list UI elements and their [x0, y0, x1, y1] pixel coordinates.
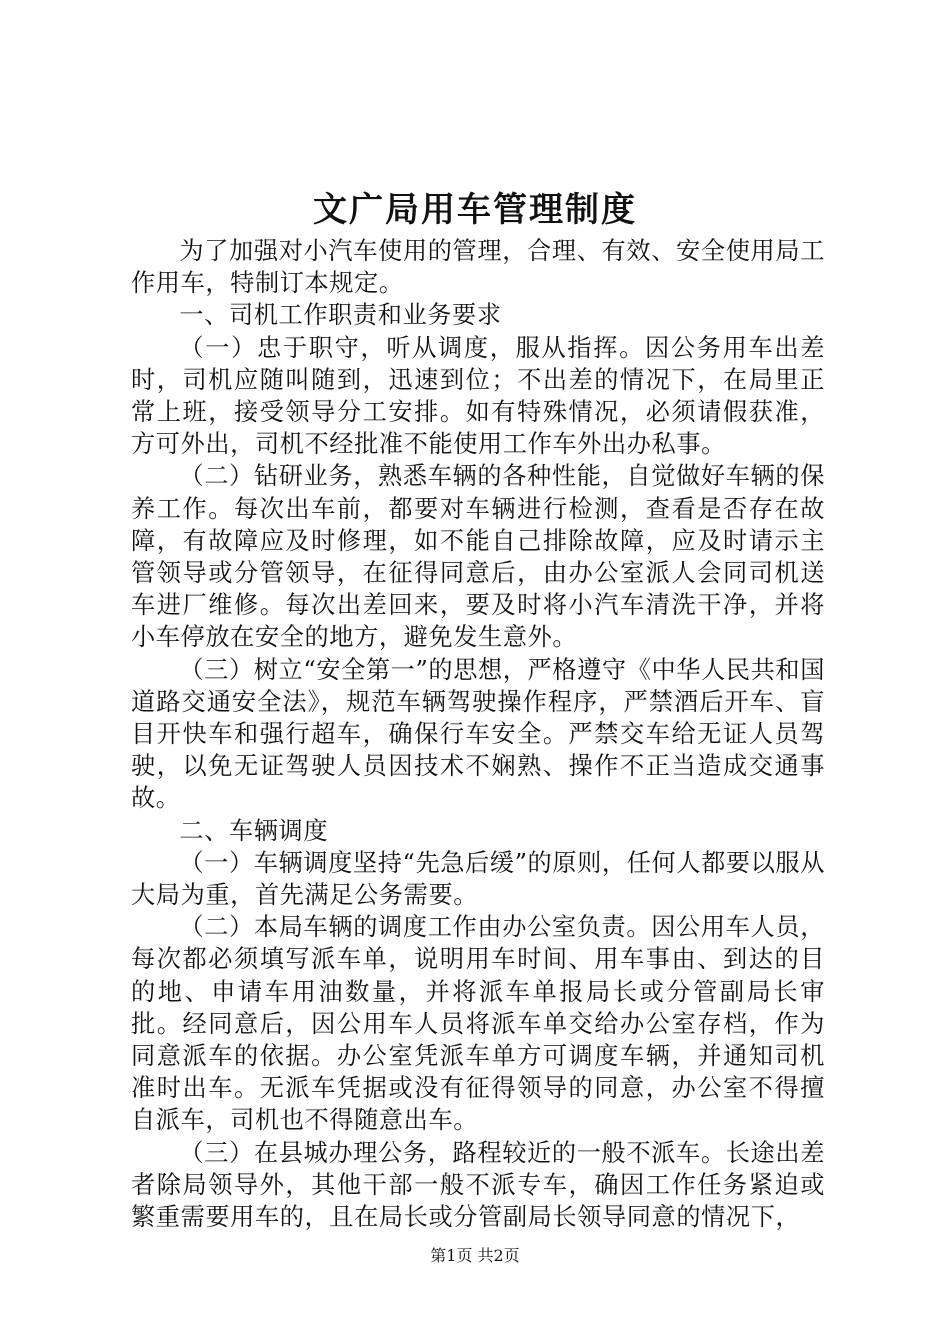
section-2-item-3: （三）在县城办理公务，路程较近的一般不派车。长途出差者除局领导外，其他干部一般不派专车，确因工作任务紧迫或繁重需要用车的，且在局长或分管副局长领导同意的情况下，	[131, 1138, 825, 1232]
section-2-item-2: （二）本局车辆的调度工作由办公室负责。因公用车人员，每次都必须填写派车单，说明用车时间、用车事由、到达的目的地、申请车用油数量，并将派车单报局长或分管副局长审批。经同意后，因公用车人员将派车单交给办公室存档，作为同意派车的依据。办公室凭派车单方可调度车辆，并通知司机准时出车。无派车凭据或没有征得领导的同意，办公室不得擅自派车，司机也不得随意出车。	[131, 913, 825, 1135]
section-1-item-2: （二）钻研业务，熟悉车辆的各种性能，自觉做好车辆的保养工作。每次出车前，都要对车辆进行检测，查看是否存在故障，有故障应及时修理，如不能自己排除故障，应及时请示主管领导或分管领导，在征得同意后，由办公室派人会同司机送车进厂维修。每次出差回来，要及时将小汽车清洗干净，并将小车停放在安全的地方，避免发生意外。	[131, 462, 825, 652]
section-2-item-1: （一）车辆调度坚持“先急后缓”的原则，任何人都要以服从大局为重，首先满足公务需要。	[131, 848, 826, 910]
document-title: 文广局用车管理制度	[313, 190, 637, 230]
page-footer: 第1页 共2页	[430, 1246, 520, 1265]
section-1-item-3: （三）树立“安全第一”的思想，严格遵守《中华人民共和国道路交通安全法》，规范车辆驾驶操作程序，严禁酒后开车、盲目开快车和强行超车，确保行车安全。严禁交车给无证人员驾驶，以免无证驾驶人员因技术不娴熟、操作不正当造成交通事故。	[131, 655, 826, 813]
section-1-item-1: （一）忠于职守，听从调度，服从指挥。因公务用车出差时，司机应随叫随到，迅速到位；不出差的情况下，在局里正常上班，接受领导分工安排。如有特殊情况，必须请假获准，方可外出，司机不经批准不能使用工作车外出办私事。	[131, 333, 825, 459]
section-heading-2: 二、车辆调度	[179, 816, 329, 845]
section-heading-1: 一、司机工作职责和业务要求	[179, 301, 502, 330]
document-body	[131, 235, 825, 1233]
intro-paragraph: 为了加强对小汽车使用的管理，合理、有效、安全使用局工作用车，特制订本规定。	[131, 237, 825, 298]
